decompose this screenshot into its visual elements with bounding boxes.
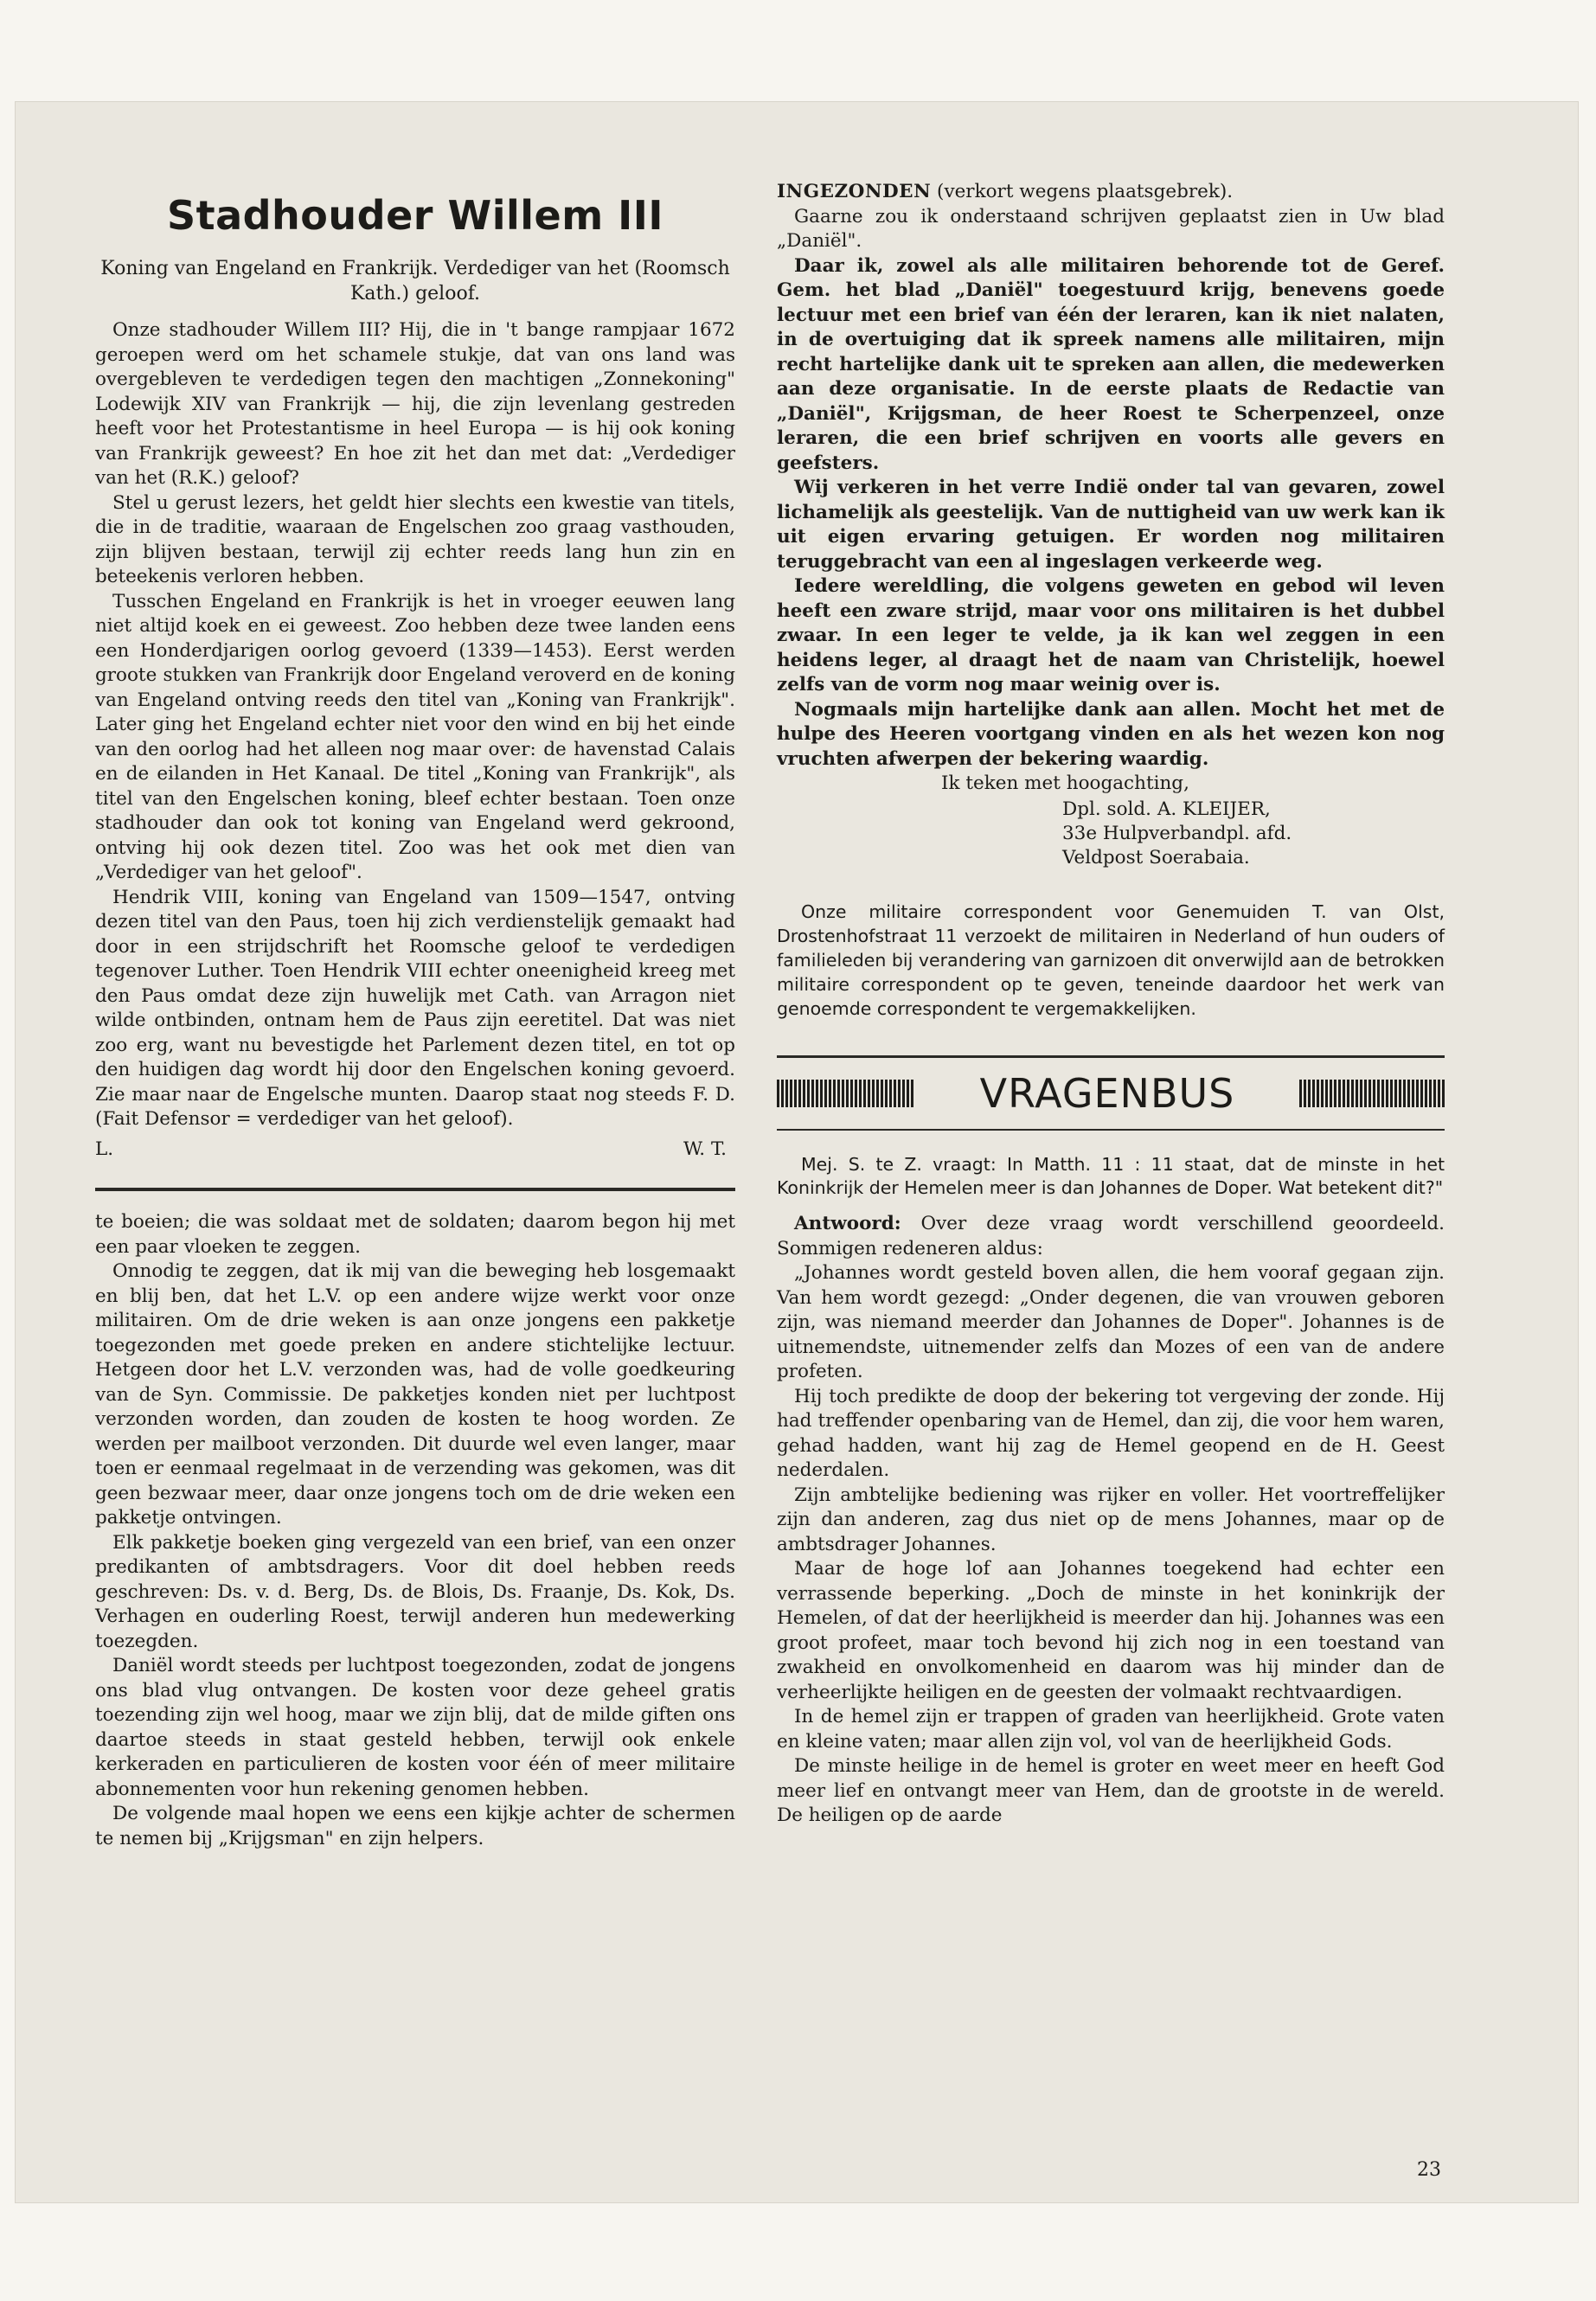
continued-paragraph: Elk pakketje boeken ging vergezeld van een brief, van een onzer predikanten of ambtsdragers. Voor dit doel hebben reeds geschreven: Ds. v. d. Berg, Ds. de Blois, Ds. Fraanje, Ds. Kok, Ds. Verhagen en ouderling Roest, terwijl anderen hun medewerking toezegden. bbox=[95, 1531, 735, 1652]
ingezonden-label: INGEZONDEN bbox=[777, 181, 932, 202]
answer-intro-text: Over deze vraag wordt verschillend geoordeeld. Sommigen redeneren aldus: bbox=[777, 1213, 1445, 1259]
article-signature bbox=[95, 1138, 735, 1163]
vragenbus-ornament-right bbox=[1299, 1080, 1445, 1107]
article-subtitle: Koning van Engeland en Frankrijk. Verdediger van het (Roomsch Kath.) geloof. bbox=[100, 258, 730, 304]
article-paragraph: Stel u gerust lezers, het geldt hier slechts een kwestie van titels, die in de traditie, waaraan de Engelschen zoo graag vasthouden, zijn blijven bestaan, terwijl zij echter reeds lang hun zin en beteekenis verloren hebben. bbox=[95, 491, 735, 587]
signature-line: 33e Hulpverbandpl. afd. bbox=[1062, 823, 1292, 844]
letter-paragraph: Iedere wereldling, die volgens geweten en gebod wil leven heeft een zware strijd, maar voor ons militairen is het dubbel zwaar. In een leger te velde, ja ik kan wel zeggen in een heidens leger, al draagt het de naam van Christelijk, hoewel zelfs van de vorm nog maar weinig over is. bbox=[777, 575, 1445, 695]
closing-line: Ik teken met hoogachting, bbox=[941, 772, 1189, 794]
signature-line: Dpl. sold. A. KLEIJER, bbox=[1062, 798, 1271, 820]
signature-author: W. T. bbox=[683, 1138, 727, 1160]
answer-label: Antwoord: bbox=[794, 1213, 901, 1234]
article-paragraph: Onze stadhouder Willem III? Hij, die in 't bange rampjaar 1672 geroepen werd om het schamele stukje, dat van ons land was overgebleven te verdedigen tegen den machtigen „Zonnekoning" Lodewijk XIV van Frankrijk — hij, die zijn levenlang gestreden heeft voor het Protestantisme in heel Europa — is hij ook koning van Frankrijk geweest? En hoe zit het dan met dat: „Verdediger van het (R.K.) geloof? bbox=[95, 319, 735, 489]
continued-paragraph: te boeien; die was soldaat met de soldaten; daarom begon hij met een paar vloeken te zeggen. bbox=[95, 1211, 735, 1258]
vragenbus-bottom-rule bbox=[777, 1129, 1445, 1131]
letter-paragraph: Nogmaals mijn hartelijke dank aan allen. Mocht het met de hulpe des Heeren voortgang vinden en als het wezen kon nog vruchten afwerpen der bekering waardig. bbox=[777, 698, 1445, 770]
vragenbus-title: VRAGENBUS bbox=[979, 1070, 1235, 1117]
answer-paragraph: De minste heilige in de hemel is groter en weet meer en heeft God meer lief en ontvangt meer van Hem, dan de grootste in de wereld. De heiligen op de aarde bbox=[777, 1755, 1445, 1826]
article-paragraph: Hendrik VIII, koning van Engeland van 1509—1547, ontving dezen titel van den Paus, toen hij zich verdienstelijk gemaakt had door in een strijdschrift het Roomsche geloof te verdedigen tegenover Luther. Toen Hendrik VIII echter oneenigheid kreeg met den Paus omdat deze zijn huwelijk met Cath. van Arragon niet wilde ontbinden, ontnam hem de Paus zijn eeretitel. Dat was niet zoo erg, want nu bevestigde het Parlement dezen titel, en tot op den huidigen dag wordt hij door den Engelschen koning gevoerd. Zie maar naar de Engelsche munten. Daarop staat nog steeds F. D. (Fait Defensor = verdediger van het geloof). bbox=[95, 886, 735, 1130]
answer-paragraph: Hij toch predikte de doop der bekering tot vergeving der zonde. Hij had treffender openbaring van de Hemel, dan zij, die voor hem waren, gehad hadden, want hij zag de Hemel geopend en de H. Geest nederdalen. bbox=[777, 1385, 1445, 1481]
article-paragraph: Tusschen Engeland en Frankrijk is het in vroeger eeuwen lang niet altijd koek en ei geweest. Zoo hebben deze twee landen eens een Honderdjarigen oorlog gevoerd (1339—1453). Eerst werden groote stukken van Frankrijk door Engeland veroverd en de koning van Engeland ontving reeds den titel van „Koning van Frankrijk". Later ging het Engeland echter niet voor den wind en bij het einde van den oorlog had het alleen nog maar over: de havenstad Calais en de eilanden in Het Kanaal. De titel „Koning van Frankrijk", als titel van den Engelschen koning, bleef echter bestaan. Toen onze stadhouder dan ook tot koning van Engeland werd gekroond, ontving hij ook dezen titel. Zoo was het ook met dien van „Verdediger van het geloof". bbox=[95, 590, 735, 883]
signature-initial: L. bbox=[95, 1138, 114, 1160]
letter-paragraph: Gaarne zou ik onderstaand schrijven geplaatst zien in Uw blad „Daniël". bbox=[777, 205, 1445, 252]
letter-paragraph: Wij verkeren in het verre Indië onder tal van gevaren, zowel lichamelijk als geestelijk. Van de nuttigheid van uw werk kan ik uit eigen ervaring getuigen. Er worden nog militairen teruggebracht van een al ingeslagen verkeerde weg. bbox=[777, 477, 1445, 573]
letter-signature bbox=[941, 772, 1445, 870]
vragenbus-header bbox=[777, 1068, 1445, 1118]
letter-paragraph: Daar ik, zowel als alle militairen behorende tot de Geref. Gem. het blad „Daniël" toegestuurd krijg, benevens goede lectuur met een brief van één der leraren, kan ik niet nalaten, in de overtuiging dat ik spreek namens alle militairen, mijn recht hartelijke dank uit te spreken aan allen, die medewerken aan deze organisatie. In de eerste plaats de Redactie van „Daniël", Krijgsman, de heer Roest te Scherpenzeel, onze leraren, die een brief schrijven en voorts alle gevers en geefsters. bbox=[777, 254, 1445, 474]
continued-paragraph: Daniël wordt steeds per luchtpost toegezonden, zodat de jongens ons blad vlug ontvangen. De kosten voor deze geheel gratis toezending zijn wel hoog, maar we zijn blij, dat de milde giften ons daartoe steeds in staat gesteld hebben, terwijl ook enkele kerkeraden en particulieren de kosten voor één of meer militaire abonnementen voor hun rekening genomen hebben. bbox=[95, 1655, 735, 1800]
answer-paragraph: Zijn ambtelijke bediening was rijker en voller. Het voortreffelijker zijn dan anderen, zag dus niet op de mens Johannes, maar op de ambtsdrager Johannes. bbox=[777, 1484, 1445, 1555]
answer-paragraph: In de hemel zijn er trappen of graden van heerlijkheid. Grote vaten en kleine vaten; maar allen zijn vol, vol van de heerlijkheid Gods. bbox=[777, 1706, 1445, 1753]
article-title: Stadhouder Willem III bbox=[166, 192, 664, 239]
vragenbus-ornament-left bbox=[777, 1080, 915, 1107]
reader-question: Mej. S. te Z. vraagt: In Matth. 11 : 11 staat, dat de minste in het Koninkrijk der Hemelen meer is dan Johannes de Doper. Wat betekent dit?" bbox=[777, 1154, 1445, 1198]
vragenbus-top-rule bbox=[777, 1055, 1445, 1058]
military-correspondent-note: Onze militaire correspondent voor Genemuiden T. van Olst, Drostenhofstraat 11 verzoekt de militairen in Nederland of hun ouders of familieleden bij verandering van garnizoen dit onverwijld aan de betrokken militaire correspondent op te geven, teneinde daardoor het werk van genoemde correspondent te vergemakkelijken. bbox=[777, 901, 1445, 1019]
answer-paragraph: Maar de hoge lof aan Johannes toegekend had echter een verrassende beperking. „Doch de minste in het koninkrijk der Hemelen, of dat der heerlijkheid is meerder dan hij. Johannes was een groot profeet, maar toch bevond hij zich nog in een toestand van zwakheid en onvolkomenheid en daarom was hij minder dan de verheerlijkte heiligen en de geesten der volmaakt rechtvaardigen. bbox=[777, 1558, 1445, 1703]
right-column bbox=[777, 180, 1445, 1829]
page bbox=[16, 102, 1578, 2202]
page-number: 23 bbox=[1417, 2159, 1441, 2181]
ingezonden-heading bbox=[777, 180, 1445, 205]
section-divider bbox=[95, 1188, 735, 1191]
continued-paragraph: Onnodig te zeggen, dat ik mij van die beweging heb losgemaakt en blij ben, dat het L.V. op een andere wijze werkt voor onze militairen. Om de drie weken is aan onze jongens een pakketje toegezonden met goede preken en andere stichtelijke lectuur. Hetgeen door het L.V. verzonden was, had de volle goedkeuring van de Syn. Commissie. De pakketjes konden niet per luchtpost verzonden worden, dan zouden de kosten te hoog worden. Ze werden per mailboot verzonden. Dit duurde wel even langer, maar toen er eenmaal regelmaat in de verzending was gekomen, was dit geen bezwaar meer, daar onze jongens toch om de drie weken een pakketje ontvingen. bbox=[95, 1260, 735, 1529]
signature-line: Veldpost Soerabaia. bbox=[1062, 847, 1250, 868]
answer-intro bbox=[777, 1212, 1445, 1261]
continued-paragraph: De volgende maal hopen we eens een kijkje achter de schermen te nemen bij „Krijgsman" en zijn helpers. bbox=[95, 1803, 735, 1849]
ingezonden-note: (verkort wegens plaatsgebrek). bbox=[931, 181, 1234, 202]
answer-paragraph: „Johannes wordt gesteld boven allen, die hem vooraf gegaan zijn. Van hem wordt gezegd: „Onder degenen, die van vrouwen geboren zijn, was niemand meerder dan Johannes de Doper". Johannes is de uitnemendste, uitnemender zelfs dan Mozes of een van de andere profeten. bbox=[777, 1262, 1445, 1382]
left-column bbox=[95, 180, 735, 1851]
